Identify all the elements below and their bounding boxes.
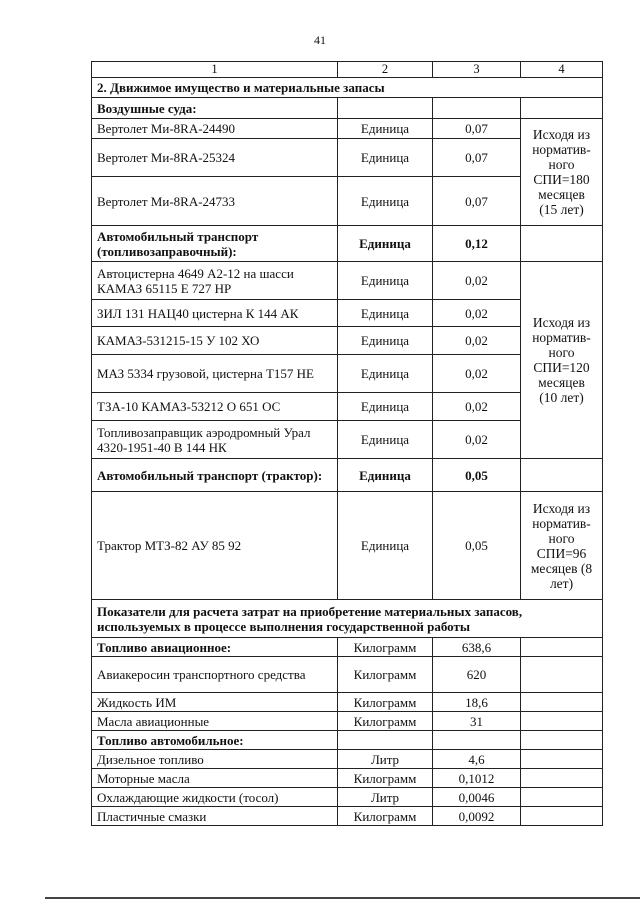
item-value: 0,07: [433, 119, 521, 139]
table-row: [92, 262, 603, 300]
auto-fuel-heading-row: [92, 731, 603, 750]
fuel-trucks-total: 0,12: [433, 226, 521, 262]
item-name: Дизельное топливо: [92, 750, 338, 769]
indicators-title-row: [92, 600, 603, 638]
item-unit: Единица: [338, 355, 433, 393]
item-name: Вертолет Ми-8RA-24733: [92, 177, 338, 226]
item-value: 0,07: [433, 139, 521, 177]
item-value: 0,02: [433, 300, 521, 327]
item-value: 0,1012: [433, 769, 521, 788]
item-unit: Килограмм: [338, 693, 433, 712]
indicators-title: Показатели для расчета затрат на приобретение материальных запасов, используемых в процессе выполнения государственной работы: [92, 600, 603, 638]
tractor-heading: Автомобильный транспорт (трактор):: [92, 459, 338, 492]
table-row: [92, 788, 603, 807]
tractor-unit: Единица: [338, 459, 433, 492]
col-header-3: 3: [433, 62, 521, 78]
item-value: 0,05: [433, 492, 521, 600]
item-value: 0,02: [433, 327, 521, 355]
tractor-service-life-note: Исходя из норматив- ного СПИ=96 месяцев (8 лет): [521, 492, 603, 600]
item-name: Вертолет Ми-8RA-25324: [92, 139, 338, 177]
aviation-fuel-heading: Топливо авиационное:: [92, 638, 338, 657]
page-number: 41: [314, 33, 326, 47]
item-name: Вертолет Ми-8RA-24490: [92, 119, 338, 139]
air-heading: Воздушные суда:: [92, 98, 338, 119]
item-name: Топливозаправщик аэродромный Урал 4320-1951-40 В 144 НК: [92, 421, 338, 459]
item-value: 620: [433, 657, 521, 693]
item-value: 0,0092: [433, 807, 521, 826]
item-name: Трактор МТЗ-82 АУ 85 92: [92, 492, 338, 600]
col-header-1: 1: [92, 62, 338, 78]
item-unit: Единица: [338, 393, 433, 421]
item-name: Моторные масла: [92, 769, 338, 788]
item-unit: Литр: [338, 750, 433, 769]
item-unit: Килограмм: [338, 657, 433, 693]
item-value: 18,6: [433, 693, 521, 712]
item-name: ЗИЛ 131 НАЦ40 цистерна К 144 АК: [92, 300, 338, 327]
section-title: 2. Движимое имущество и материальные запасы: [92, 78, 603, 98]
table-row: [92, 750, 603, 769]
item-name: Масла авиационные: [92, 712, 338, 731]
item-value: 0,02: [433, 421, 521, 459]
item-name: ТЗА-10 КАМАЗ-53212 О 651 ОС: [92, 393, 338, 421]
item-unit: Килограмм: [338, 712, 433, 731]
item-unit: Единица: [338, 139, 433, 177]
item-unit: Единица: [338, 119, 433, 139]
item-unit: Единица: [338, 327, 433, 355]
aviation-fuel-heading-row: [92, 638, 603, 657]
item-unit: Единица: [338, 300, 433, 327]
table-row: [92, 807, 603, 826]
item-unit: Единица: [338, 421, 433, 459]
auto-fuel-heading: Топливо автомобильное:: [92, 731, 338, 750]
fuel-trucks-service-life-note: Исходя из норматив- ного СПИ=120 месяцев (10 лет): [521, 262, 603, 459]
col-header-4: 4: [521, 62, 603, 78]
tractor-total: 0,05: [433, 459, 521, 492]
item-unit: Единица: [338, 492, 433, 600]
table-row: [92, 492, 603, 600]
item-name: Авиакеросин транспортного средства: [92, 657, 338, 693]
item-value: 0,0046: [433, 788, 521, 807]
item-name: КАМАЗ-531215-15 У 102 ХО: [92, 327, 338, 355]
table-row: [92, 119, 603, 139]
item-name: Жидкость ИМ: [92, 693, 338, 712]
item-unit: Единица: [338, 177, 433, 226]
item-value: 0,02: [433, 355, 521, 393]
tractor-heading-row: [92, 459, 603, 492]
table-row: [92, 712, 603, 731]
item-value: 0,07: [433, 177, 521, 226]
item-name: МАЗ 5334 грузовой, цистерна Т157 НЕ: [92, 355, 338, 393]
item-unit: Килограмм: [338, 807, 433, 826]
item-unit: Килограмм: [338, 769, 433, 788]
fuel-trucks-heading: Автомобильный транспорт (топливозаправочный):: [92, 226, 338, 262]
table-row: [92, 657, 603, 693]
air-heading-row: [92, 98, 603, 119]
bottom-rule: [45, 897, 640, 899]
item-name: Автоцистерна 4649 А2-12 на шасси КАМАЗ 65115 Е 727 НР: [92, 262, 338, 300]
item-unit: Единица: [338, 262, 433, 300]
col-header-2: 2: [338, 62, 433, 78]
item-unit: Литр: [338, 788, 433, 807]
fuel-trucks-heading-row: [92, 226, 603, 262]
assets-table: [91, 61, 603, 826]
item-value: 31: [433, 712, 521, 731]
section-title-row: [92, 78, 603, 98]
item-value: 0,02: [433, 262, 521, 300]
table-header-row: [92, 62, 603, 78]
aviation-fuel-total: 638,6: [433, 638, 521, 657]
fuel-trucks-unit: Единица: [338, 226, 433, 262]
aviation-fuel-unit: Килограмм: [338, 638, 433, 657]
air-service-life-note: Исходя из норматив- ного СПИ=180 месяцев (15 лет): [521, 119, 603, 226]
item-value: 4,6: [433, 750, 521, 769]
table-row: [92, 693, 603, 712]
item-name: Охлаждающие жидкости (тосол): [92, 788, 338, 807]
table-row: [92, 769, 603, 788]
item-value: 0,02: [433, 393, 521, 421]
item-name: Пластичные смазки: [92, 807, 338, 826]
